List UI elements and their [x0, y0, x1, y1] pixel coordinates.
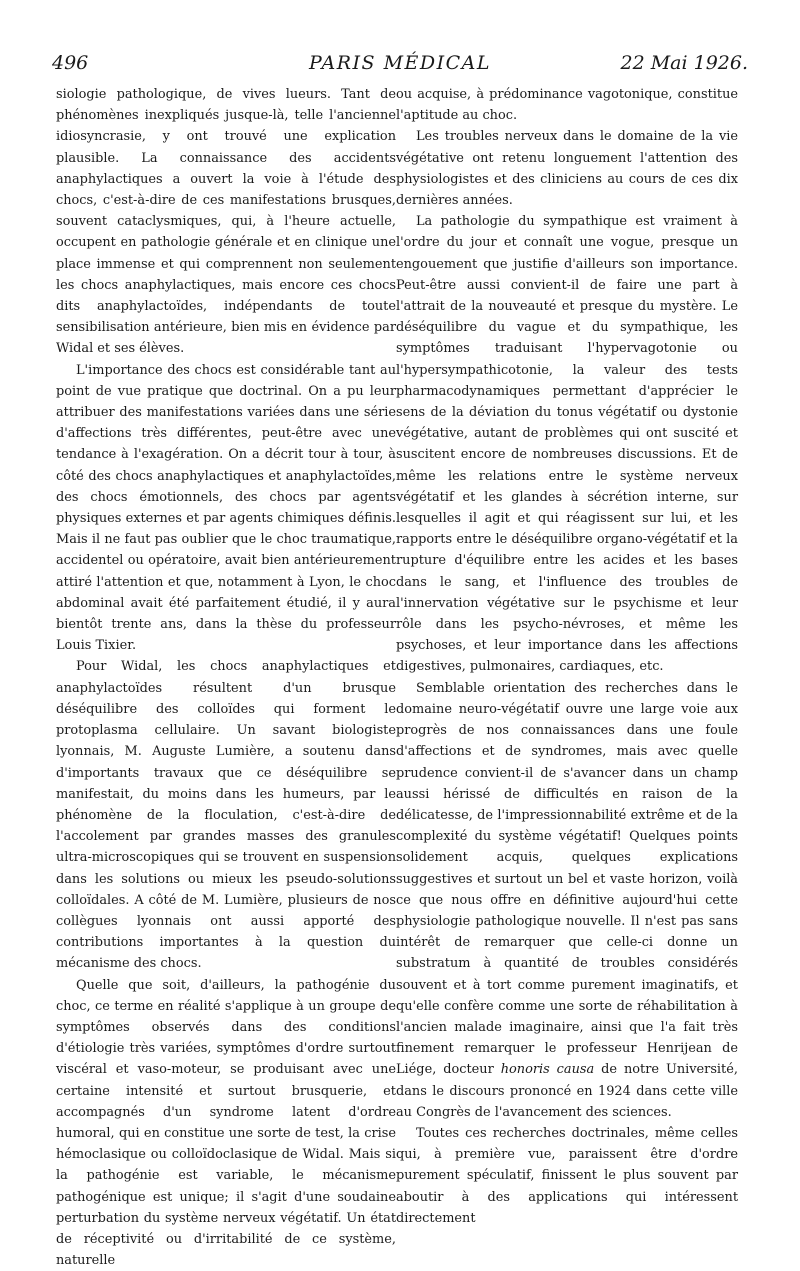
running-header [52, 52, 748, 78]
paragraph-text: de notre Université, dans le discours prononcé en 1924 dans cette ville au Congrès de l'avancement des sciences. [396, 1062, 738, 1120]
paragraph: Quelle que soit, d'ailleurs, la pathogénie du choc, ce terme en réalité s'applique à un groupe de symptômes observés dans des conditions d'étiologie très variées, symptômes d'ordre surtout viscéral et vaso-moteur, se produisant avec une certaine intensité et surtout brusquerie, et accompagnés d'un syndrome latent d'ordre humoral, qui en constitue une sorte de test, la crise hémoclasique ou colloïdoclasique de Widal. Mais si la pathogénie est variable, le mécanisme pathogénique est unique; il s'agit d'une soudaine perturbation du système nerveux végétatif. Un état de réceptivité ou d'irritabilité de ce système, naturelle [56, 977, 396, 1269]
paragraph [396, 678, 738, 1123]
paragraph: Toutes ces recherches doctrinales, même celles qui, à première vue, paraissent être d'ordre purement spéculatif, finissent le plus souvent par aboutir à des applications qui intéressent directement [396, 1125, 738, 1226]
journal-title: PARIS MÉDICAL [308, 52, 492, 74]
paragraph: L'importance des chocs est considérable tant au point de vue pratique que doctrinal. On a pu leur attribuer des manifestations variées dans une série d'affections très différentes, peut-être avec une tendance à l'exagération. On a décrit tour à tour, à côté des chocs anaphylactiques et anaphylactoïdes, des chocs émotionnels, des chocs par agents physiques externes et par agents chimiques définis. Mais il ne faut pas oublier que le choc traumatique, accidentel ou opératoire, avait bien antérieurement attiré l'attention et que, notamment à Lyon, le choc abdominal avait été parfaitement étudié, il y aura bientôt trente ans, dans la thèse du professeur Louis Tixier. [56, 362, 396, 654]
paragraph: siologie pathologique, de vives lueurs. Tant de phénomènes inexpliqués jusque-là, telle l'ancienne idiosyncrasie, y ont trouvé une explication plausible. La connaissance des accidents anaphylactiques a ouvert la voie à l'étude des chocs, c'est-à-dire de ces manifestations brusques, souvent cataclysmiques, qui, à l'heure actuelle, occupent en pathologie générale et en clinique une place immense et qui comprennent non seulement les chocs anaphylactiques, mais encore ces chocs dits anaphylactoïdes, indépendants de toute sensibilisation antérieure, bien mis en évidence par Widal et ses élèves. [56, 87, 396, 357]
paragraph-text: Semblable orientation des recherches dans le domaine neuro-végétatif ouvre une large voie aux progrès de nos connaissances dans une foule d'affections et de syndromes, mais avec quelle prudence convient-il de s'avancer dans un champ aussi hérissé de difficultés en raison de la délicatesse, de l'impressionnabilité extrême et de la complexité du système végétatif! Quelques points solidement acquis, quelques explications suggestives et surtout un bel et vaste horizon, voilà ce que nous offre en définitive aujourd'hui cette physiologie pathologique nouvelle. Il n'est pas sans intérêt de remarquer que celle-ci donne un substratum à quantité de troubles considérés souvent et à tort comme purement imaginatifs, et qu'elle confère comme une sorte de réhabilitation à l'ancien malade imaginaire, ainsi que l'a fait très finement remarquer le professeur Henrijean de Liége, docteur [396, 680, 738, 1078]
page-number: 496 [52, 52, 89, 74]
left-column [56, 84, 396, 1271]
paragraph: Les troubles nerveux dans le domaine de la vie végétative ont retenu longuement l'attention des physiologistes et des cliniciens au cours de ces dix dernières années. [396, 129, 738, 209]
paragraph: La pathologie du sympathique est vraiment à l'ordre du jour et connaît une vogue, presque un engouement que justifie d'ailleurs son importance. Peut-être aussi convient-il de faire une part à l'attrait de la nouveauté et presque du mystère. Le déséquilibre du vague et du sympathique, les symptômes traduisant l'hypervagotonie ou l'hypersympathicotonie, la valeur des tests pharmacodynamiques permettant d'apprécier le sens de la déviation du tonus végétatif ou dystonie végétative, autant de problèmes qui ont suscité et suscitent encore de nombreuses discussions. Et de même les relations entre le système nerveux végétatif et les glandes à sécrétion interne, sur lesquelles il agit et qui réagissent sur lui, et les rapports entre le déséquilibre organo-végétatif et la rupture d'équilibre entre les acides et les bases dans le sang, et l'influence des troubles de l'innervation végétative sur le psychisme et leur rôle dans les psycho-névroses, et même les psychoses, et leur importance dans les affections digestives, pulmonaires, cardiaques, etc. [396, 214, 738, 675]
paragraph: Pour Widal, les chocs anaphylactiques et anaphylactoïdes résultent d'un brusque déséquilibre des colloïdes qui forment le protoplasma cellulaire. Un savant biologiste lyonnais, M. Auguste Lumière, a soutenu dans d'importants travaux que ce déséquilibre se manifestait, du moins dans les humeurs, par le phénomène de la floculation, c'est-à-dire de l'accolement par grandes masses des granules ultra-microscopiques qui se trouvent en suspension dans les solutions ou mieux les pseudo-solutions colloïdales. A côté de M. Lumière, plusieurs de nos collègues lyonnais ont aussi apporté des contributions importantes à la question du mécanisme des chocs. [56, 659, 396, 972]
latin-phrase: honoris causa [500, 1062, 595, 1078]
paragraph: ou acquise, à prédominance vagotonique, constitue l'aptitude au choc. [396, 87, 738, 124]
issue-date: 22 Mai 1926. [620, 52, 748, 74]
right-column [396, 84, 738, 1229]
